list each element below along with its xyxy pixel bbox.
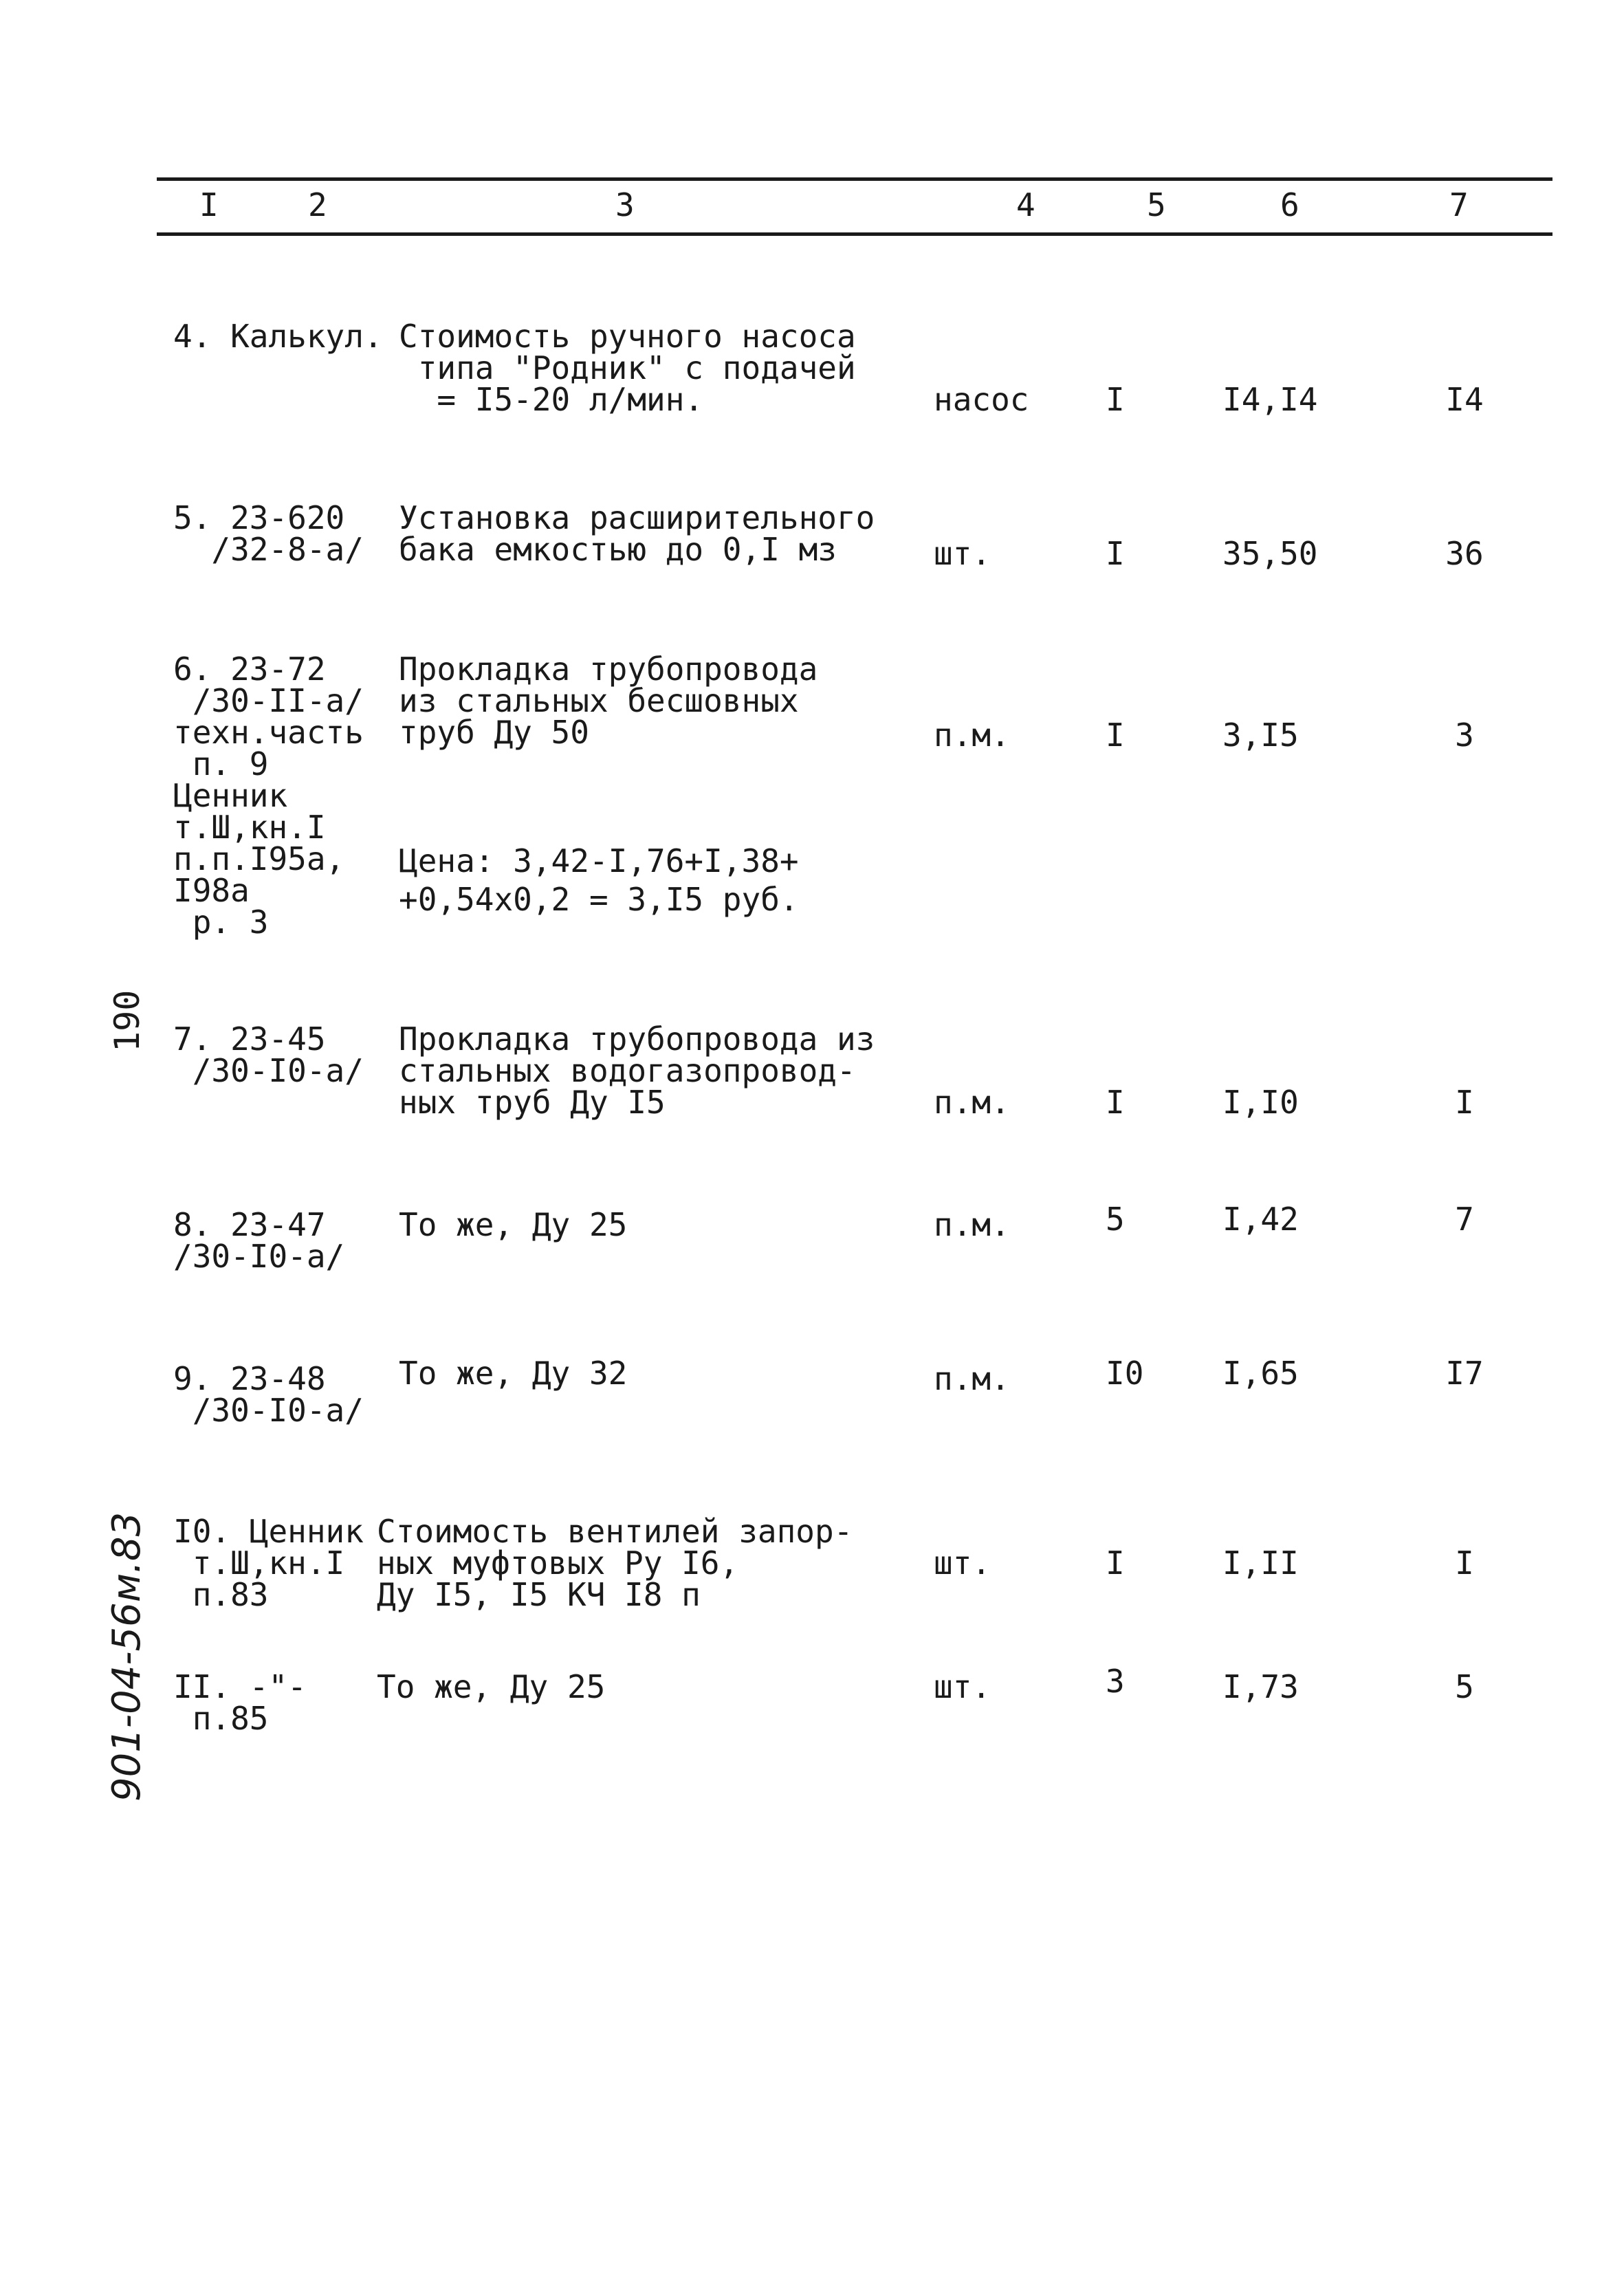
- row-price: I4,I4: [1222, 381, 1318, 418]
- column-header-6: 6: [1280, 186, 1299, 223]
- row-unit: шт.: [934, 535, 991, 572]
- row-quantity: I: [1106, 535, 1125, 572]
- page-number: 190: [107, 990, 147, 1052]
- column-header-5: 5: [1147, 186, 1166, 223]
- column-header-7: 7: [1449, 186, 1469, 223]
- row-total: 5: [1455, 1668, 1474, 1705]
- column-header-1: I: [199, 186, 219, 223]
- row-description: То же, Ду 25: [399, 1206, 628, 1243]
- row-description: Прокладка трубопровода из стальных водогазопровод- ных труб Ду I5: [399, 1020, 875, 1121]
- row-code: II. -"- п.85: [173, 1668, 307, 1737]
- row-unit: п.м.: [934, 1206, 1010, 1243]
- row-quantity: I: [1106, 381, 1125, 418]
- row-code: 6. 23-72 /30-II-а/ техн.часть п. 9 Ценник т.Ш,кн.I п.п.I95а, I98а р. 3: [173, 651, 364, 941]
- row-unit: п.м.: [934, 1084, 1010, 1121]
- row-price: I,65: [1222, 1355, 1299, 1392]
- row-price-note: Цена: 3,42-I,76+I,38+ +0,54х0,2 = 3,I5 руб.: [399, 842, 799, 918]
- row-unit: п.м.: [934, 717, 1010, 754]
- table-header-bottom-rule: [157, 232, 1552, 236]
- column-header-3: 3: [615, 186, 635, 223]
- row-quantity: 5: [1106, 1201, 1125, 1238]
- row-description: Стоимость ручного насоса типа "Родник" с подачей = I5-20 л/мин.: [399, 318, 856, 418]
- document-code: 901-04-56м.83: [105, 1511, 149, 1802]
- row-total: 36: [1445, 535, 1484, 572]
- row-code: 9. 23-48 /30-I0-а/: [173, 1360, 364, 1429]
- row-unit: шт.: [934, 1668, 991, 1705]
- row-description: Прокладка трубопровода из стальных бесшовных труб Ду 50: [399, 651, 818, 751]
- row-code: 4. Калькул.: [173, 318, 383, 355]
- row-quantity: I: [1106, 717, 1125, 754]
- row-price: I,73: [1222, 1668, 1299, 1705]
- row-code: 8. 23-47 /30-I0-а/: [173, 1206, 345, 1275]
- row-total: 7: [1455, 1201, 1474, 1238]
- row-unit: насос: [934, 381, 1029, 418]
- column-header-4: 4: [1016, 186, 1035, 223]
- row-total: I: [1455, 1084, 1474, 1121]
- row-description: Стоимость вентилей запор- ных муфтовых Ру I6, Ду I5, I5 КЧ I8 п: [377, 1513, 853, 1613]
- row-quantity: 3: [1106, 1663, 1125, 1700]
- row-code: 5. 23-620 /32-8-а/: [173, 499, 364, 568]
- row-price: I,II: [1222, 1544, 1299, 1582]
- row-quantity: I0: [1106, 1355, 1144, 1392]
- row-code: 7. 23-45 /30-I0-а/: [173, 1020, 364, 1089]
- row-description: То же, Ду 32: [399, 1355, 628, 1392]
- table-header-top-rule: [157, 177, 1552, 181]
- row-price: I,I0: [1222, 1084, 1299, 1121]
- column-header-2: 2: [308, 186, 327, 223]
- row-total: I4: [1445, 381, 1484, 418]
- row-price: 3,I5: [1222, 717, 1299, 754]
- row-total: I7: [1445, 1355, 1484, 1392]
- row-description: Установка расширительного бака емкостью до 0,I мз: [399, 499, 875, 568]
- row-price: I,42: [1222, 1201, 1299, 1238]
- row-description: То же, Ду 25: [377, 1668, 606, 1705]
- row-unit: шт.: [934, 1544, 991, 1582]
- row-unit: п.м.: [934, 1360, 1010, 1397]
- row-quantity: I: [1106, 1544, 1125, 1582]
- row-total: 3: [1455, 717, 1474, 754]
- row-total: I: [1455, 1544, 1474, 1582]
- row-price: 35,50: [1222, 535, 1318, 572]
- row-quantity: I: [1106, 1084, 1125, 1121]
- row-code: I0. Ценник т.Ш,кн.I п.83: [173, 1513, 364, 1613]
